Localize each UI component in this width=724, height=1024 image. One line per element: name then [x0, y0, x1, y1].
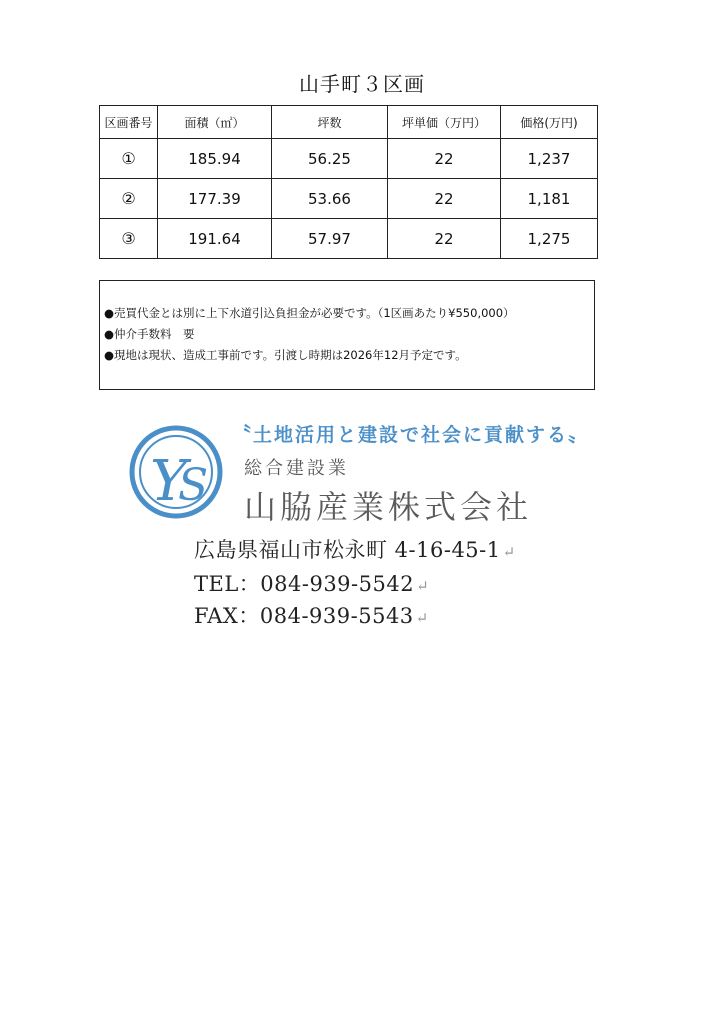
notes-box	[99, 280, 595, 390]
table-row	[100, 219, 598, 259]
tel-text: TEL：084-939-5542	[194, 572, 415, 596]
fax-text: FAX：084-939-5543	[194, 604, 414, 628]
header-area: 面積（㎡）	[158, 106, 272, 139]
company-slogan: 〝土地活用と建設で社会に貢献する〟	[232, 424, 590, 446]
company-fax	[194, 600, 429, 630]
company-name: 山脇産業株式会社	[244, 488, 533, 526]
note-handover: ●現地は現状、造成工事前です。引渡し時期は2026年12月予定です。	[104, 348, 467, 362]
price-cell: 1,275	[501, 219, 598, 259]
unit-price-cell: 22	[388, 219, 501, 259]
note-water-fee: ●売買代金とは別に上下水道引込負担金が必要です。（1区画あたり¥550,000）	[104, 306, 515, 320]
tsubo-cell: 57.97	[272, 219, 388, 259]
lots-table	[99, 105, 598, 259]
return-mark-icon: ↵	[415, 609, 429, 627]
header-tsubo: 坪数	[272, 106, 388, 139]
tsubo-cell: 56.25	[272, 139, 388, 179]
note-brokerage: ●仲介手数料 要	[104, 327, 195, 341]
header-unit-price: 坪単価（万円）	[388, 106, 501, 139]
area-cell: 177.39	[158, 179, 272, 219]
ys-logo-icon	[128, 420, 224, 524]
tsubo-cell: 53.66	[272, 179, 388, 219]
header-price: 価格(万円)	[501, 106, 598, 139]
area-cell: 191.64	[158, 219, 272, 259]
svg-text:S: S	[178, 460, 209, 511]
lot-number-cell: ②	[100, 179, 158, 219]
unit-price-cell: 22	[388, 179, 501, 219]
lot-number-cell: ③	[100, 219, 158, 259]
area-cell: 185.94	[158, 139, 272, 179]
company-address	[194, 534, 516, 564]
address-text: 広島県福山市松永町 4-16-45-1	[194, 538, 501, 562]
price-cell: 1,237	[501, 139, 598, 179]
header-lot-number: 区画番号	[100, 106, 158, 139]
business-type: 総合建設業	[244, 458, 349, 479]
price-cell: 1,181	[501, 179, 598, 219]
table-row	[100, 139, 598, 179]
return-mark-icon: ↵	[416, 577, 430, 595]
unit-price-cell: 22	[388, 139, 501, 179]
page-title: 山手町３区画	[299, 72, 425, 96]
svg-text:Y: Y	[150, 449, 187, 514]
company-tel	[194, 568, 429, 598]
table-header-row	[100, 106, 598, 139]
table-row	[100, 179, 598, 219]
lot-number-cell: ①	[100, 139, 158, 179]
return-mark-icon: ↵	[502, 543, 516, 561]
